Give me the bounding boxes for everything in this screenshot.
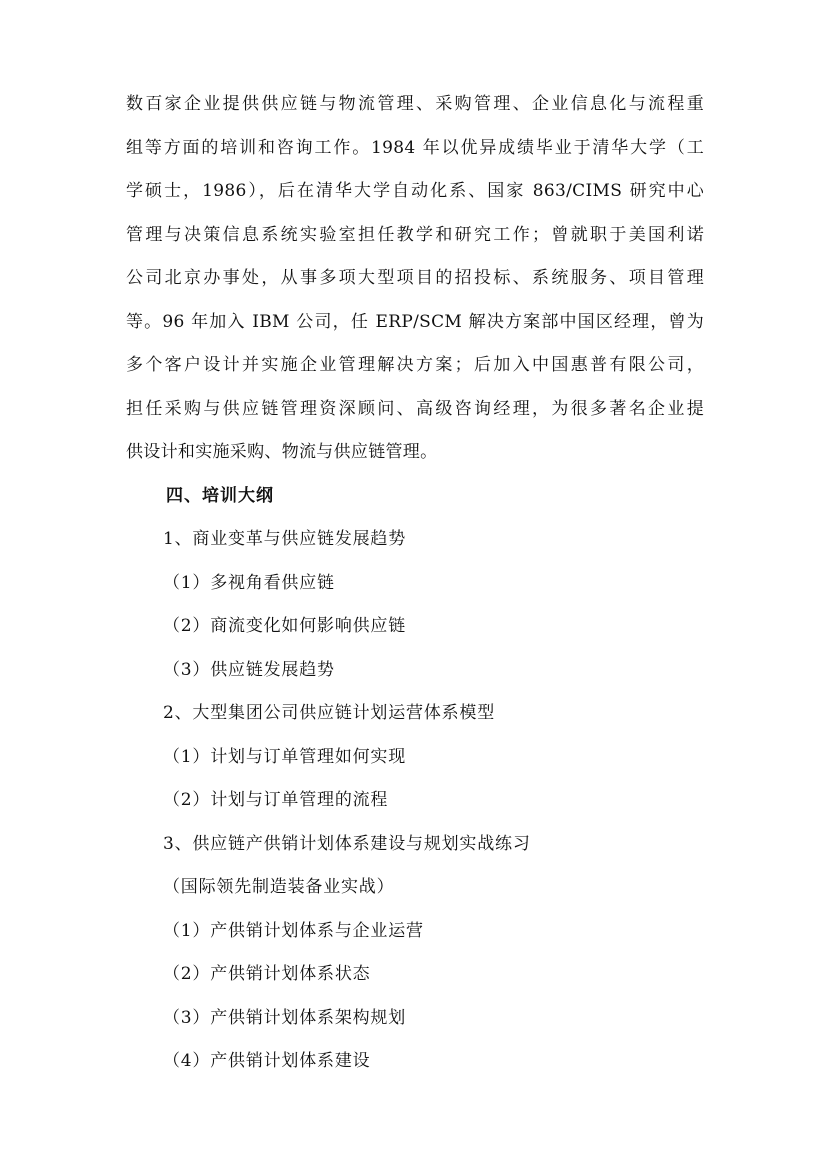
bio-paragraph-line: 等。96 年加入 IBM 公司，任 ERP/SCM 解决方案部中国区经理，曾为	[126, 312, 704, 332]
outline-item: 1、商业变革与供应链发展趋势	[163, 529, 407, 549]
outline-item: （4）产供销计划体系建设	[163, 1051, 371, 1071]
bio-paragraph-line: 数百家企业提供供应链与物流管理、采购管理、企业信息化与流程重	[126, 94, 704, 114]
bio-paragraph-line: 公司北京办事处，从事多项大型项目的招投标、系统服务、项目管理	[126, 268, 704, 288]
outline-item: （2）产供销计划体系状态	[163, 964, 371, 984]
outline-item: （2）商流变化如何影响供应链	[163, 616, 407, 636]
outline-item: （3）供应链发展趋势	[163, 660, 335, 680]
outline-item: （2）计划与订单管理的流程	[163, 790, 389, 810]
bio-paragraph-line: 管理与决策信息系统实验室担任教学和研究工作；曾就职于美国利诺	[126, 225, 704, 245]
outline-item: 2、大型集团公司供应链计划运营体系模型	[163, 703, 496, 723]
bio-paragraph-line: 组等方面的培训和咨询工作。1984 年以优异成绩毕业于清华大学（工	[126, 138, 704, 158]
outline-item: （3）产供销计划体系架构规划	[163, 1008, 407, 1028]
bio-paragraph-line: 学硕士，1986），后在清华大学自动化系、国家 863/CIMS 研究中心	[126, 181, 704, 201]
section-heading: 四、培训大纲	[166, 486, 274, 506]
bio-paragraph-line: 担任采购与供应链管理资深顾问、高级咨询经理，为很多著名企业提	[126, 399, 704, 419]
outline-item: 3、供应链产供销计划体系建设与规划实战练习	[163, 834, 531, 854]
bio-paragraph-line: 多个客户设计并实施企业管理解决方案；后加入中国惠普有限公司，	[126, 355, 704, 375]
bio-paragraph-line: 供设计和实施采购、物流与供应链管理。	[126, 442, 438, 462]
outline-item: （国际领先制造装备业实战）	[163, 877, 395, 897]
outline-item: （1）产供销计划体系与企业运营	[163, 921, 424, 941]
outline-item: （1）计划与订单管理如何实现	[163, 747, 407, 767]
outline-item: （1）多视角看供应链	[163, 573, 335, 593]
